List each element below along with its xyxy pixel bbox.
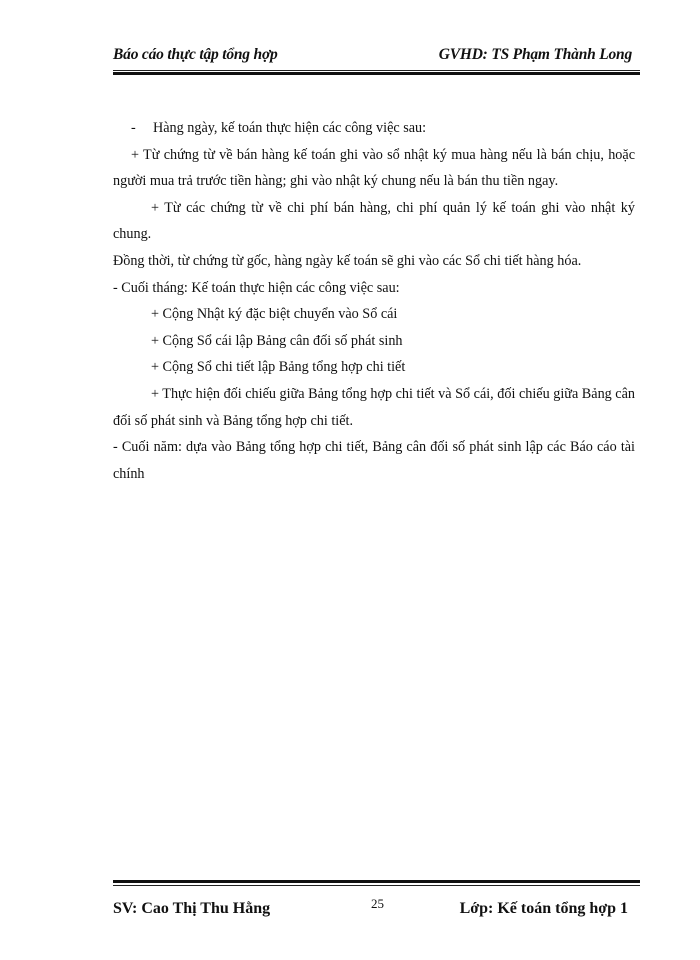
- paragraph-daily-text: Hàng ngày, kế toán thực hiện các công việc sau:: [153, 120, 427, 136]
- paragraph-year-end: - Cuối năm: dựa vào Bảng tổng hợp chi tiết, Bảng cân đối số phát sinh lập các Báo cáo tài chính: [113, 439, 635, 482]
- list-item: + Cộng Sổ chi tiết lập Bảng tổng hợp chi tiết: [151, 359, 406, 376]
- page-footer: [113, 894, 640, 924]
- paragraph-source-docs: Đồng thời, từ chứng từ gốc, hàng ngày kế toán sẽ ghi vào các Sổ chi tiết hàng hóa.: [113, 252, 582, 269]
- paragraph-reconciliation: + Thực hiện đối chiếu giữa Bảng tổng hợp chi tiết và Sổ cái, đối chiếu giữa Bảng cân đối số phát sinh và Bảng tổng hợp chi tiết.: [113, 385, 635, 429]
- paragraph-expense-docs: + Từ các chứng từ về chi phí bán hàng, chi phí quản lý kế toán ghi vào nhật ký chung.: [113, 199, 635, 243]
- footer-divider-thick: [113, 880, 640, 883]
- student-name: SV: Cao Thị Thu Hằng: [113, 900, 271, 917]
- header-divider-thin: [113, 70, 640, 71]
- footer-divider-thin: [113, 885, 640, 886]
- paragraph-month-end: - Cuối tháng: Kế toán thực hiện các công việc sau:: [113, 279, 400, 296]
- document-body: [113, 115, 635, 487]
- page-header: [113, 42, 638, 70]
- list-item: + Cộng Sổ cái lập Bảng cân đối số phát sinh: [151, 332, 403, 349]
- paragraph-daily: [113, 115, 635, 142]
- page-number: 25: [371, 896, 384, 911]
- report-title: Báo cáo thực tập tổng hợp: [113, 46, 278, 63]
- list-item: + Cộng Nhật ký đặc biệt chuyển vào Sổ cái: [151, 306, 398, 323]
- supervisor-label: GVHD: TS Phạm Thành Long: [438, 46, 632, 63]
- class-name: Lớp: Kế toán tổng hợp 1: [459, 900, 628, 917]
- header-divider-thick: [113, 72, 640, 75]
- paragraph-sales-docs: + Từ chứng từ về bán hàng kế toán ghi vào sổ nhật ký mua hàng nếu là bán chịu, hoặc người mua trả trước tiền hàng; ghi vào nhật ký chung nếu là bán thu tiền ngay.: [113, 146, 635, 190]
- list-dash: -: [131, 120, 136, 136]
